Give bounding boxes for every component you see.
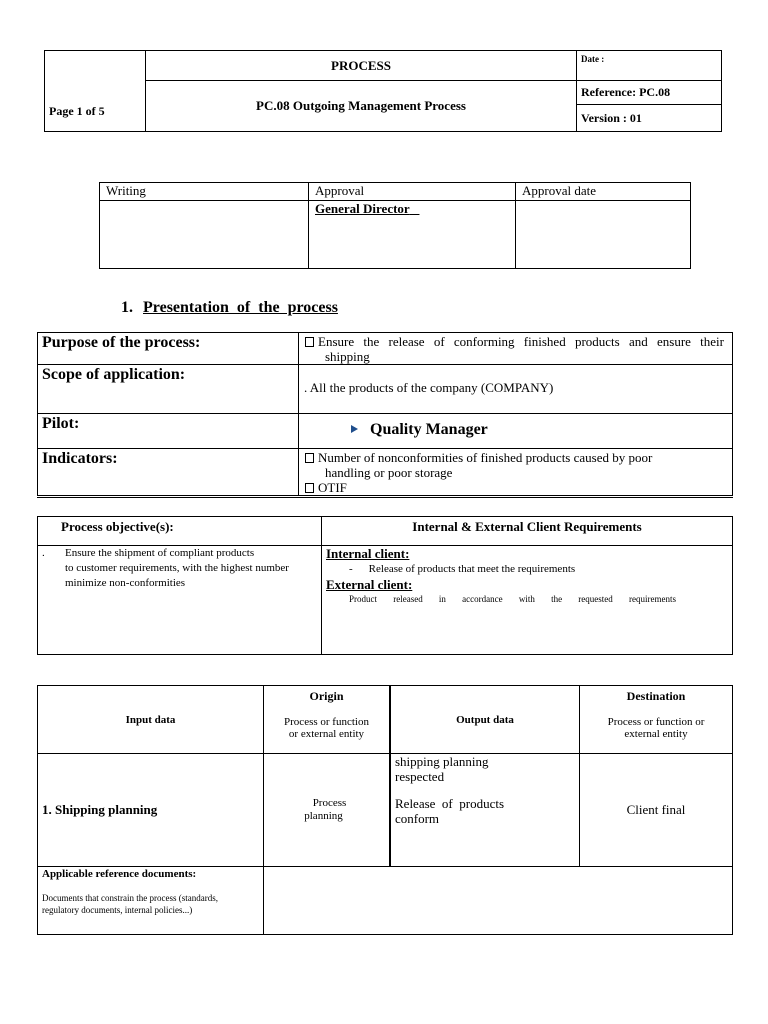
section-title: Presentation of the process	[143, 299, 338, 316]
approval-date-cell	[516, 201, 691, 269]
output-data-header: Output data	[390, 686, 580, 754]
subtitle-cell	[146, 81, 577, 132]
objectives-table	[37, 516, 733, 655]
internal-client-item: - Release of products that meet the requirements	[349, 563, 576, 575]
approval-date-header: Approval date	[516, 183, 691, 201]
section-heading	[121, 299, 338, 317]
io-table	[37, 685, 733, 935]
objective-cell: . Ensure the shipment of compliant products to customer requirements, with the highest number minimize non-conformities	[38, 546, 322, 655]
reference-cell	[577, 81, 722, 105]
reference-docs-value	[264, 867, 733, 935]
approver-name: General Director	[315, 201, 410, 216]
version-value: Version : 01	[581, 110, 642, 125]
doc-subtitle: PC.08 Outgoing Management Process	[256, 98, 466, 113]
indicators-label: Indicators:	[38, 449, 299, 497]
row1-output: shipping planning respected Release of products conform	[390, 754, 580, 867]
header-table	[44, 50, 722, 132]
indicators-value: Number of nonconformities of finished products caused by poor handling or poor storage OTIF	[299, 449, 733, 497]
internal-client-label: Internal client:	[326, 546, 410, 561]
pilot-value-cell	[299, 414, 733, 449]
approval-table	[99, 182, 691, 269]
destination-header-cell: Destination Process or function or external entity	[580, 686, 733, 754]
reference-value: Reference: PC.08	[581, 85, 671, 99]
external-client-label: External client:	[326, 577, 413, 592]
input-data-header: Input data	[38, 686, 264, 754]
title-cell	[146, 51, 577, 81]
reference-docs-desc: Documents that constrain the process (standards, regulatory documents, internal policies...)	[42, 893, 218, 915]
row1-destination: Client final	[580, 754, 733, 867]
checkbox-icon	[305, 453, 314, 463]
row1-input: 1. Shipping planning	[38, 754, 264, 867]
row1-origin: Process planning	[264, 754, 391, 867]
page-number: Page 1 of 5	[49, 104, 105, 118]
objective-bullet: .	[42, 547, 45, 559]
date-label: Date :	[581, 54, 605, 64]
presentation-table	[37, 332, 733, 498]
purpose-value: Ensure the release of conforming finished products and ensure their shipping	[299, 333, 733, 365]
date-cell	[577, 51, 722, 81]
purpose-label: Purpose of the process:	[38, 333, 299, 365]
checkbox-icon	[305, 337, 314, 347]
scope-label: Scope of application:	[38, 365, 299, 414]
doc-title: PROCESS	[331, 57, 391, 73]
requirements-cell	[322, 546, 733, 655]
reference-docs-label: Applicable reference documents:	[42, 868, 197, 880]
objective-header: Process objective(s):	[38, 517, 322, 546]
version-cell	[577, 105, 722, 132]
origin-header-cell: Origin Process or function or external entity	[264, 686, 391, 754]
approver-cell	[309, 201, 516, 269]
external-client-value: Product released in accordance with the requested requirements	[349, 594, 676, 604]
requirements-header: Internal & External Client Requirements	[322, 517, 733, 546]
approval-header: Approval	[309, 183, 516, 201]
writing-header: Writing	[100, 183, 309, 201]
page-cell	[45, 51, 146, 132]
writing-cell	[100, 201, 309, 269]
checkbox-icon	[305, 483, 314, 493]
reference-docs-cell	[38, 867, 264, 935]
arrow-bullet-icon	[351, 425, 358, 433]
section-number: 1.	[121, 299, 133, 316]
scope-value: . All the products of the company (COMPANY)	[299, 365, 733, 414]
pilot-label: Pilot:	[38, 414, 299, 449]
pilot-value: Quality Manager	[370, 421, 488, 438]
